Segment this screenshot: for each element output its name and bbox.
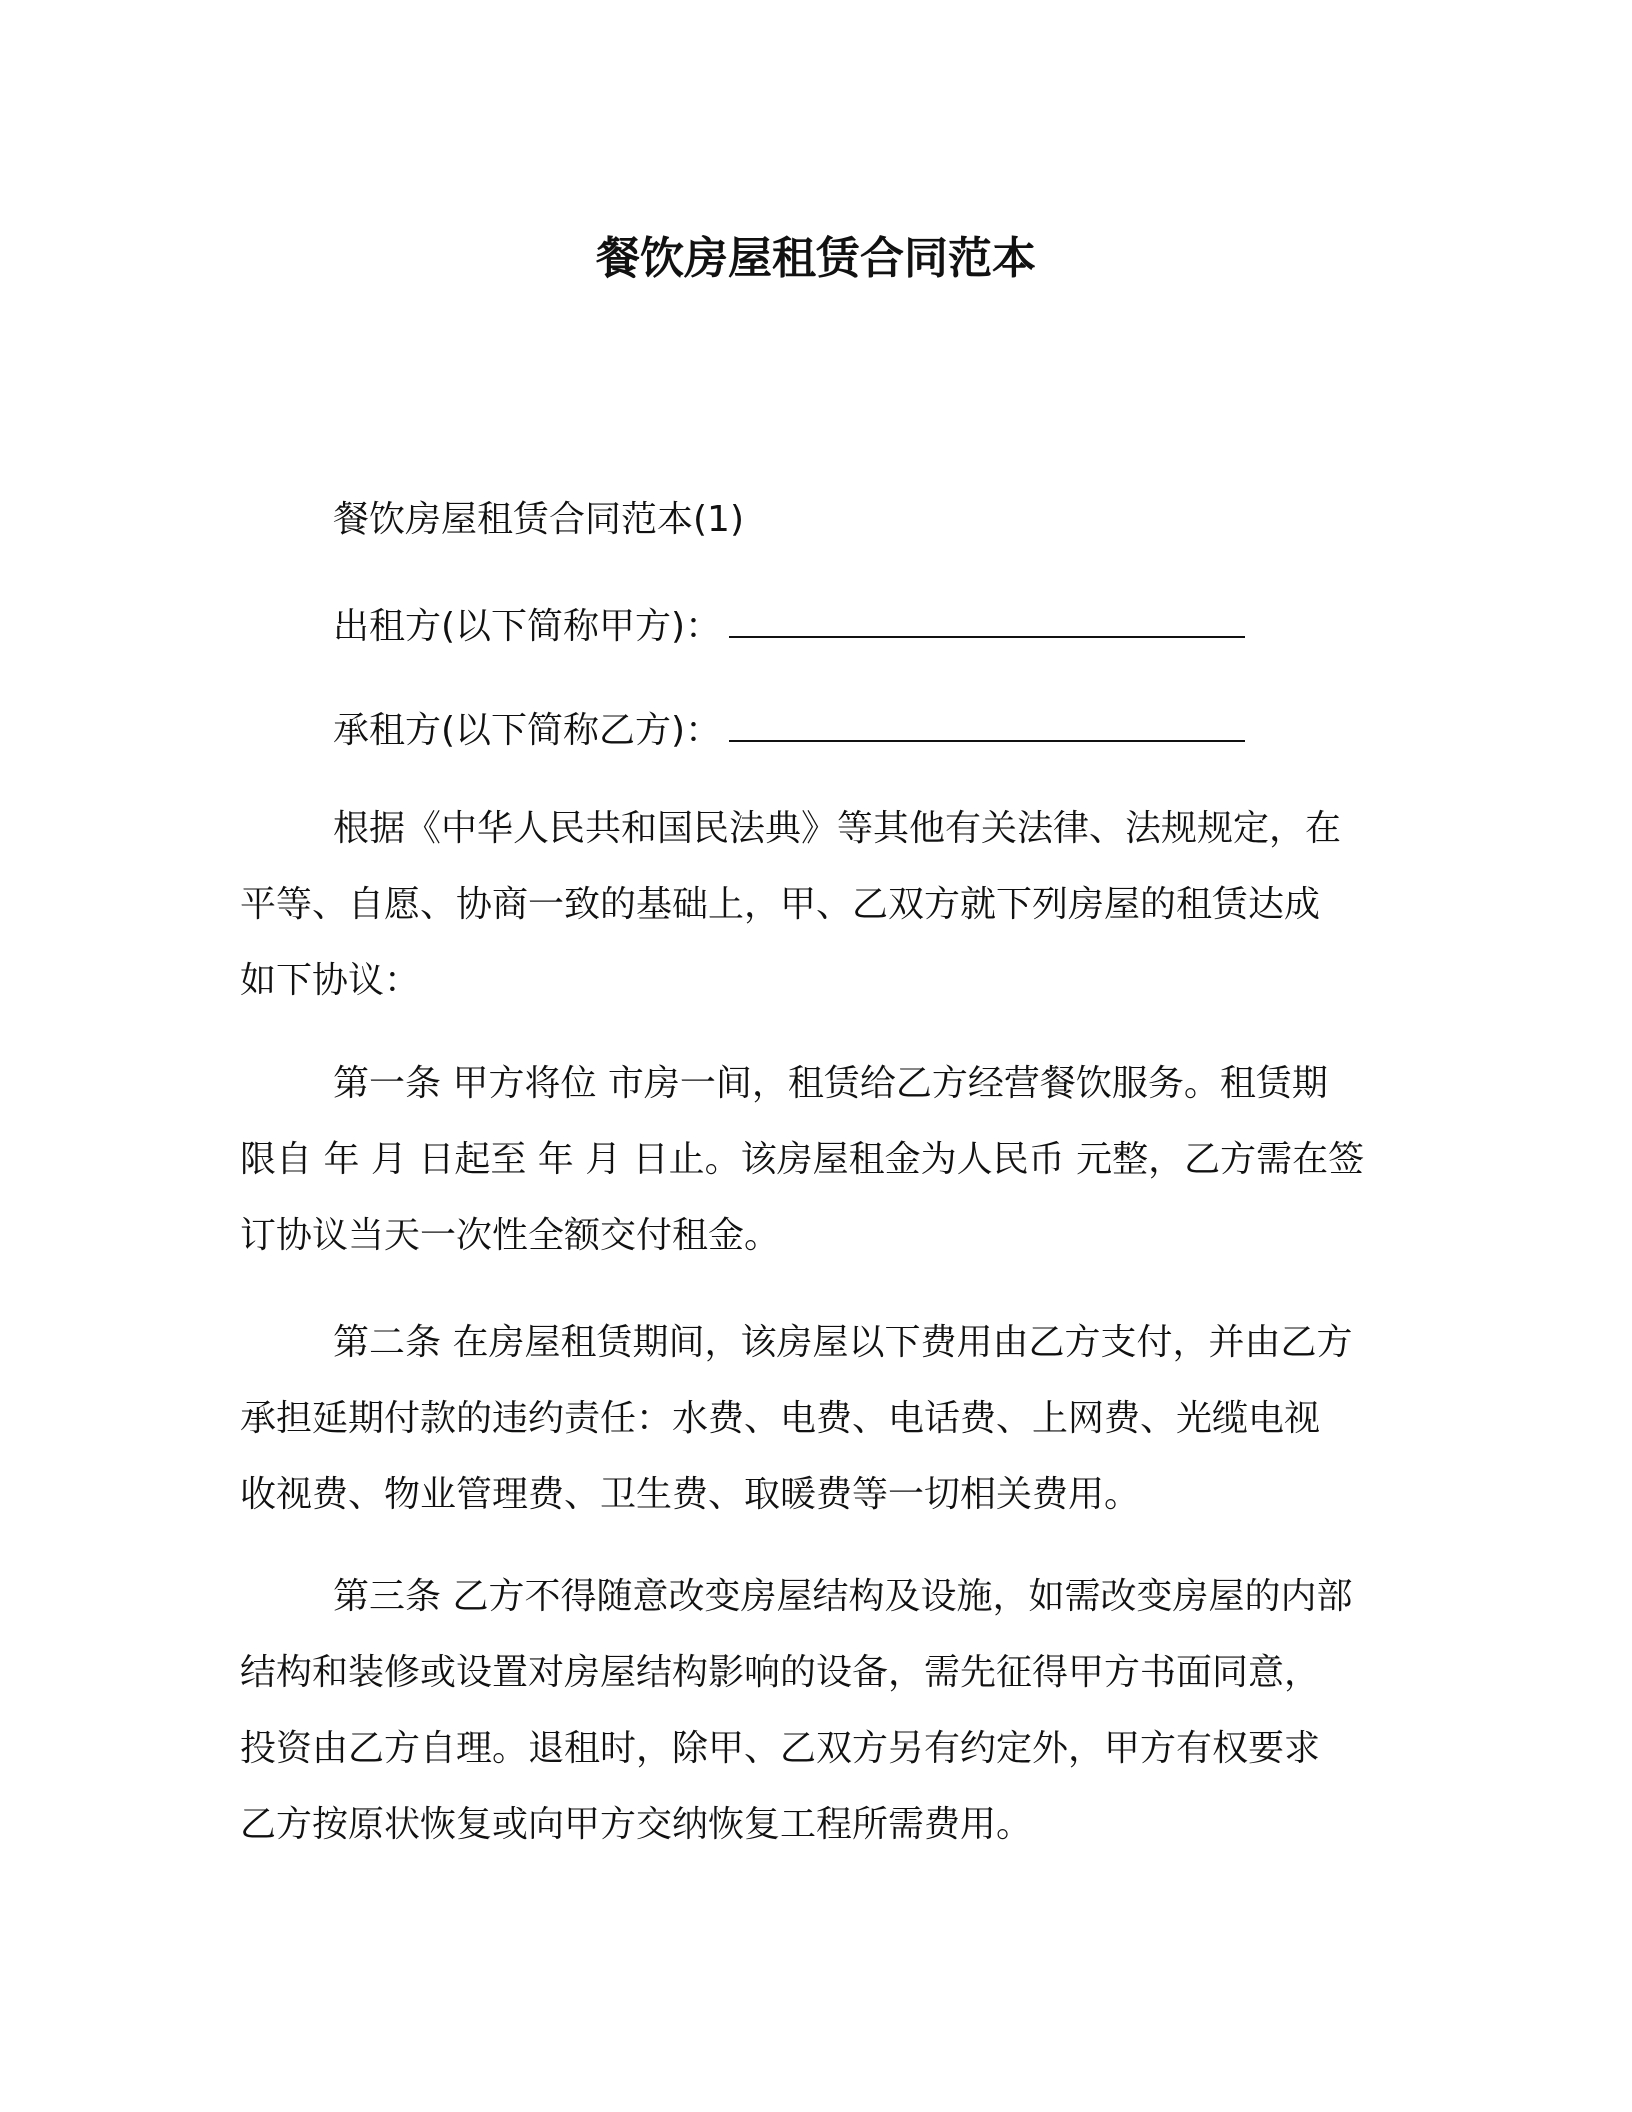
paragraph-preamble	[240, 791, 1380, 1019]
document-title: 餐饮房屋租赁合同范本	[596, 233, 1036, 284]
lessee-blank[interactable]	[729, 712, 1245, 742]
text-line: 根据《中华人民共和国民法典》等其他有关法律、法规规定，在	[333, 808, 1342, 849]
subtitle-text: 餐饮房屋租赁合同范本(1)	[333, 499, 744, 540]
lessor-label: 出租方(以下简称甲方)：	[333, 606, 722, 647]
paragraph-article-1	[240, 1046, 1380, 1274]
text-line: 第二条 在房屋租赁期间，该房屋以下费用由乙方支付，并由乙方	[333, 1322, 1353, 1363]
text-line: 收视费、物业管理费、卫生费、取暖费等一切相关费用。	[240, 1474, 1141, 1515]
text-line: 第一条 甲方将位 市房一间，租赁给乙方经营餐饮服务。租赁期	[333, 1063, 1328, 1104]
subtitle	[240, 482, 1380, 558]
text-line: 承担延期付款的违约责任：水费、电费、电话费、上网费、光缆电视	[240, 1398, 1321, 1439]
paragraph-article-3	[240, 1559, 1380, 1863]
text-line: 结构和装修或设置对房屋结构影响的设备，需先征得甲方书面同意，	[240, 1652, 1321, 1693]
lessee-label: 承租方(以下简称乙方)：	[333, 710, 722, 751]
text-line: 乙方按原状恢复或向甲方交纳恢复工程所需费用。	[240, 1804, 1033, 1845]
text-line: 限自 年 月 日起至 年 月 日止。该房屋租金为人民币 元整，乙方需在签	[240, 1139, 1365, 1180]
text-line: 第三条 乙方不得随意改变房屋结构及设施，如需改变房屋的内部	[333, 1576, 1353, 1617]
text-line: 投资由乙方自理。退租时，除甲、乙双方另有约定外，甲方有权要求	[240, 1728, 1321, 1769]
lessee-field	[240, 693, 1380, 769]
lessor-blank[interactable]	[729, 608, 1245, 638]
text-line: 平等、自愿、协商一致的基础上，甲、乙双方就下列房屋的租赁达成	[240, 884, 1321, 925]
paragraph-article-2	[240, 1305, 1380, 1533]
text-line: 订协议当天一次性全额交付租金。	[240, 1215, 781, 1256]
lessor-field	[240, 589, 1380, 665]
text-line: 如下协议：	[240, 960, 421, 1001]
